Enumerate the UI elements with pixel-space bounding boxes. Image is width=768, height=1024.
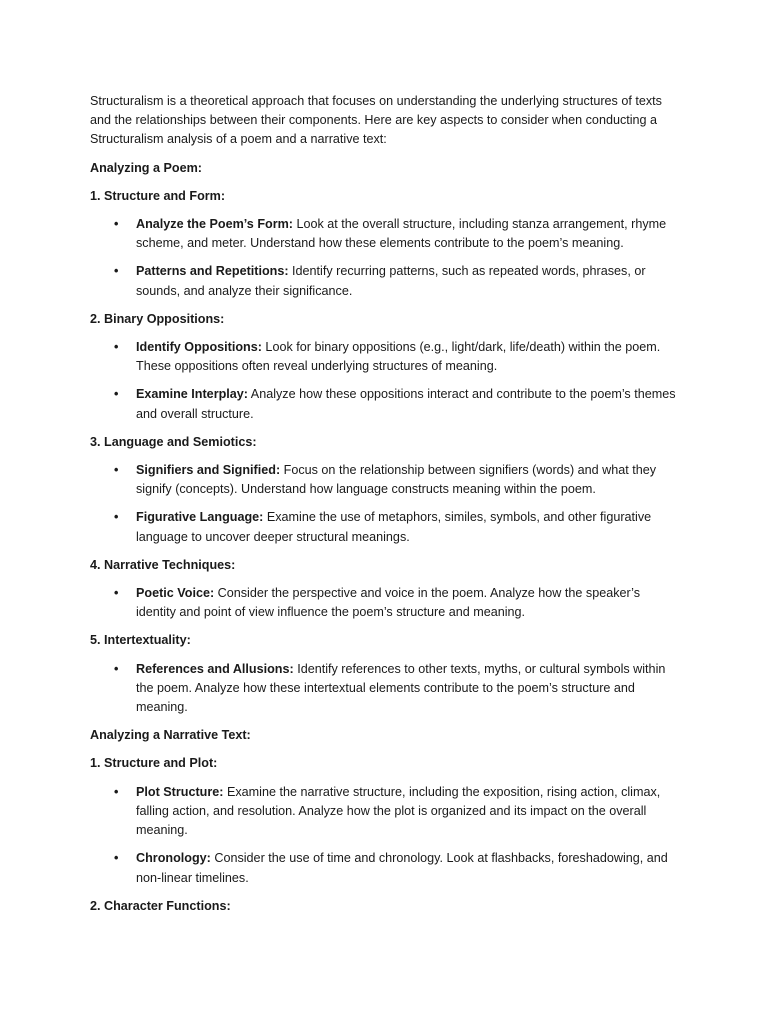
intro-paragraph: Structuralism is a theoretical approach that focuses on understanding the underlying structures of texts and the relationships between their components. Here are key aspects to consider when conducting a Structuralism analysis of a poem and a narrative text: xyxy=(90,94,662,147)
item-text: Identify recurring patterns, such as repeated words, phrases, or sounds, and analyze their significance. xyxy=(136,264,646,298)
poem-section-title: 2. Binary Oppositions: xyxy=(90,311,225,326)
list-item xyxy=(90,215,682,253)
list-item xyxy=(90,584,682,622)
bullet-list xyxy=(90,660,682,718)
item-term: Plot Structure: xyxy=(136,784,224,799)
list-item xyxy=(90,385,682,423)
bullet-list xyxy=(90,584,682,622)
bullet-icon: • xyxy=(114,340,119,355)
item-term: Analyze the Poem’s Form: xyxy=(136,217,293,232)
bullet-icon: • xyxy=(114,661,119,676)
item-term: Signifiers and Signified: xyxy=(136,463,281,478)
list-item xyxy=(90,461,682,499)
bullet-list xyxy=(90,215,682,301)
bullet-icon: • xyxy=(114,387,119,402)
item-text: Identify references to other texts, myths, or cultural symbols within the poem. Analyze how these intertextual elements contribute to the poem’s structure and meaning. xyxy=(136,661,666,715)
list-item xyxy=(90,783,682,841)
narrative-heading: Analyzing a Narrative Text: xyxy=(90,728,251,743)
item-term: Identify Oppositions: xyxy=(136,340,262,355)
poem-section-title: 1. Structure and Form: xyxy=(90,188,226,203)
item-text: Look for binary oppositions (e.g., light/dark, life/death) within the poem. These oppositions often reveal underlying structures of meaning. xyxy=(136,340,661,374)
bullet-icon: • xyxy=(114,851,119,866)
narrative-section-title: 2. Character Functions: xyxy=(90,898,231,913)
item-text: Look at the overall structure, including stanza arrangement, rhyme scheme, and meter. Understand how these elements contribute to the poem’s meaning. xyxy=(136,217,667,251)
narrative-section-title: 1. Structure and Plot: xyxy=(90,756,218,771)
list-item xyxy=(90,849,682,887)
bullet-icon: • xyxy=(114,586,119,601)
item-term: Figurative Language: xyxy=(136,510,264,525)
bullet-icon: • xyxy=(114,510,119,525)
item-term: References and Allusions: xyxy=(136,661,294,676)
item-text: Examine the use of metaphors, similes, symbols, and other figurative language to uncover deeper structural meanings. xyxy=(136,510,652,544)
item-text: Focus on the relationship between signifiers (words) and what they signify (concepts). Understand how language constructs meaning within the poem. xyxy=(136,463,657,497)
poem-heading: Analyzing a Poem: xyxy=(90,160,202,175)
bullet-list xyxy=(90,461,682,547)
item-term: Examine Interplay: xyxy=(136,387,248,402)
list-item xyxy=(90,262,682,300)
poem-section-title: 3. Language and Semiotics: xyxy=(90,434,257,449)
item-text: Examine the narrative structure, including the exposition, rising action, climax, falling action, and resolution. Analyze how the plot is organized and its impact on the overall meaning. xyxy=(136,784,661,838)
bullet-list xyxy=(90,783,682,888)
poem-section-title: 4. Narrative Techniques: xyxy=(90,557,236,572)
item-term: Patterns and Repetitions: xyxy=(136,264,289,279)
list-item xyxy=(90,338,682,376)
bullet-icon: • xyxy=(114,463,119,478)
bullet-icon: • xyxy=(114,217,119,232)
item-text: Consider the use of time and chronology. Look at flashbacks, foreshadowing, and non-linear timelines. xyxy=(136,851,668,885)
item-text: Analyze how these oppositions interact and contribute to the poem’s themes and overall structure. xyxy=(136,387,676,421)
item-term: Chronology: xyxy=(136,851,211,866)
document-body xyxy=(90,92,682,925)
item-term: Poetic Voice: xyxy=(136,586,215,601)
item-text: Consider the perspective and voice in the poem. Analyze how the speaker’s identity and point of view influence the poem’s structure and meaning. xyxy=(136,586,641,620)
bullet-icon: • xyxy=(114,784,119,799)
list-item xyxy=(90,508,682,546)
bullet-list xyxy=(90,338,682,424)
bullet-icon: • xyxy=(114,264,119,279)
poem-section-title: 5. Intertextuality: xyxy=(90,633,191,648)
list-item xyxy=(90,660,682,718)
